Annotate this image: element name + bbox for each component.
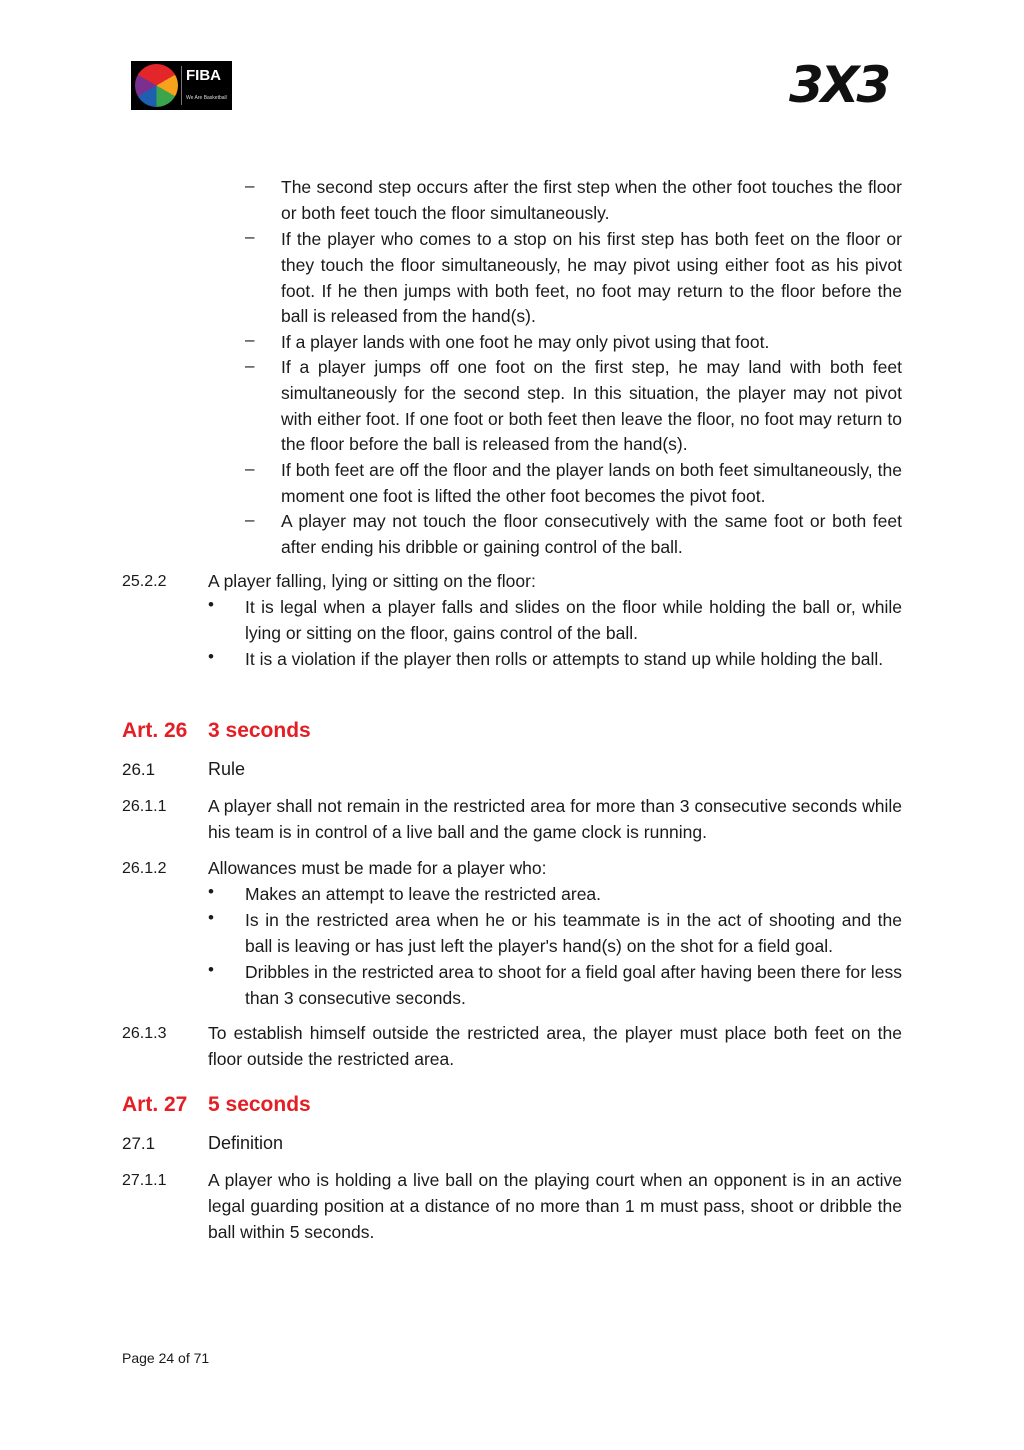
dash-marker: – (245, 510, 255, 529)
dash-marker: – (245, 176, 255, 195)
clause-number: 26.1.1 (122, 798, 167, 815)
clause-number: 26.1.2 (122, 860, 167, 877)
clause-number: 26.1.3 (122, 1025, 167, 1042)
clause-text: To establish himself outside the restricted area, the player must place both feet on the floor outside the restricted area. (208, 1023, 902, 1069)
bullet-item: Dribbles in the restricted area to shoot for a field goal after having been there for less than 3 consecutive seconds. (245, 962, 902, 1008)
fiba-logo-tagline: We Are Basketball (186, 95, 227, 101)
article-number: Art. 26 (122, 719, 188, 742)
fiba-logo-text: FIBA (186, 67, 221, 84)
section-number: 27.1 (122, 1134, 156, 1153)
clause-number: 25.2.2 (122, 573, 167, 590)
clause-text: Allowances must be made for a player who: (208, 858, 547, 878)
article-number: Art. 27 (122, 1093, 188, 1116)
dash-item: If a player lands with one foot he may only pivot using that foot. (281, 332, 770, 352)
clause-text: A player who is holding a live ball on the playing court when an opponent is in an active legal guarding position at a distance of no more than 1 m must pass, shoot or dribble the ball within 5 seconds. (208, 1170, 902, 1242)
dash-item: If both feet are off the floor and the player lands on both feet simultaneously, the moment one foot is lifted the other foot becomes the pivot foot. (281, 460, 902, 506)
article-title: 5 seconds (208, 1093, 311, 1116)
page-number: Page 24 of 71 (122, 1350, 210, 1366)
basketball-icon (135, 64, 178, 107)
dash-item: If the player who comes to a stop on his first step has both feet on the floor or they touch the floor simultaneously, he may pivot using either foot as his pivot foot. If he then jumps with both feet, no foot may return to the floor before the ball is released from the hand(s). (281, 229, 902, 327)
dash-item: If a player jumps off one foot on the first step, he may land with both feet simultaneously for the second step. In this situation, the player may not pivot with either foot. If one foot or both feet then leave the floor, no foot may return to the floor before the ball is released from the hand(s). (281, 357, 902, 455)
bullet-marker: • (208, 882, 214, 901)
clause-text: A player shall not remain in the restricted area for more than 3 consecutive seconds while his team is in control of a live ball and the game clock is running. (208, 796, 902, 842)
section-title: Rule (208, 759, 246, 779)
bullet-marker: • (208, 647, 214, 666)
section-title: Definition (208, 1133, 284, 1153)
logo-3x3: 3X3 (789, 56, 889, 114)
bullet-marker: • (208, 908, 214, 927)
dash-marker: – (245, 330, 255, 349)
logo-divider (181, 66, 182, 105)
fiba-logo (131, 61, 232, 110)
dash-marker: – (245, 459, 255, 478)
dash-marker: – (245, 356, 255, 375)
clause-text: A player falling, lying or sitting on the floor: (208, 571, 536, 591)
bullet-item: It is legal when a player falls and slides on the floor while holding the ball or, while lying or sitting on the floor, gains control of the ball. (245, 597, 902, 643)
bullet-item: It is a violation if the player then rolls or attempts to stand up while holding the ball. (245, 649, 884, 669)
dash-marker: – (245, 227, 255, 246)
dash-item: A player may not touch the floor consecutively with the same foot or both feet after ending his dribble or gaining control of the ball. (281, 511, 902, 557)
bullet-item: Makes an attempt to leave the restricted area. (245, 884, 602, 904)
bullet-item: Is in the restricted area when he or his teammate is in the act of shooting and the ball is leaving or has just left the player's hand(s) on the shot for a field goal. (245, 910, 902, 956)
section-number: 26.1 (122, 760, 156, 779)
dash-item: The second step occurs after the first step when the other foot touches the floor or both feet touch the floor simultaneously. (281, 177, 902, 223)
bullet-marker: • (208, 595, 214, 614)
article-title: 3 seconds (208, 719, 311, 742)
bullet-marker: • (208, 960, 214, 979)
clause-number: 27.1.1 (122, 1172, 167, 1189)
